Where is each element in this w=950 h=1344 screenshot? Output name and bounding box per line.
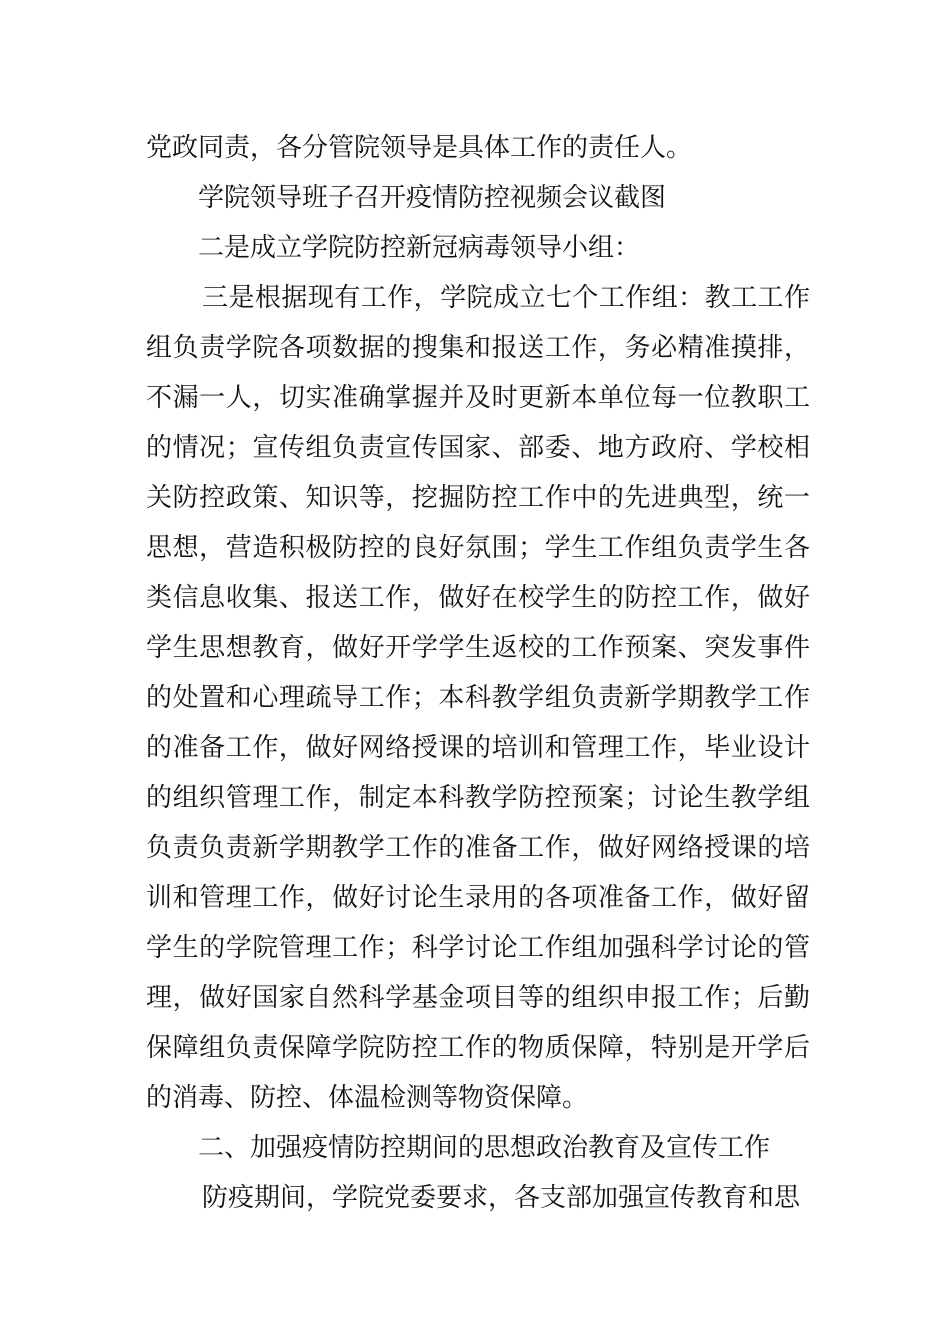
paragraph-image-caption: 学院领导班子召开疫情防控视频会议截图 (198, 183, 667, 213)
document-body (146, 123, 810, 1223)
paragraph-continuation: 党政同责，各分管院领导是具体工作的责任人。 (146, 133, 693, 163)
paragraph-propaganda: 防疫期间，学院党委要求，各支部加强宣传教育和思 (202, 1183, 801, 1213)
paragraph-working-groups: 三是根据现有工作，学院成立七个工作组：教工工作组负责学院各项数据的搜集和报送工作，务必精准摸排，不漏一人，切实准确掌握并及时更新本单位每一位教职工的情况；宣传组负责宣传国家、部委、地方政府、学校相关防控政策、知识等，挖掘防控工作中的先进典型，统一思想，营造积极防控的良好氛围；学生工作组负责学生各类信息收集、报送工作，做好在校学生的防控工作，做好学生思想教育，做好开学学生返校的工作预案、突发事件的处置和心理疏导工作；本科教学组负责新学期教学工作的准备工作，做好网络授课的培训和管理工作，毕业设计的组织管理工作，制定本科教学防控预案；讨论生教学组负责负责新学期教学工作的准备工作，做好网络授课的培训和管理工作，做好讨论生录用的各项准备工作，做好留学生的学院管理工作；科学讨论工作组加强科学讨论的管理，做好国家自然科学基金项目等的组织申报工作；后勤保障组负责保障学院防控工作的物质保障，特别是开学后的消毒、防控、体温检测等物资保障。 (146, 283, 810, 1113)
paragraph-leading-group: 二是成立学院防控新冠病毒领导小组： (198, 233, 641, 263)
section-heading: 二、加强疫情防控期间的思想政治教育及宣传工作 (198, 1133, 771, 1163)
